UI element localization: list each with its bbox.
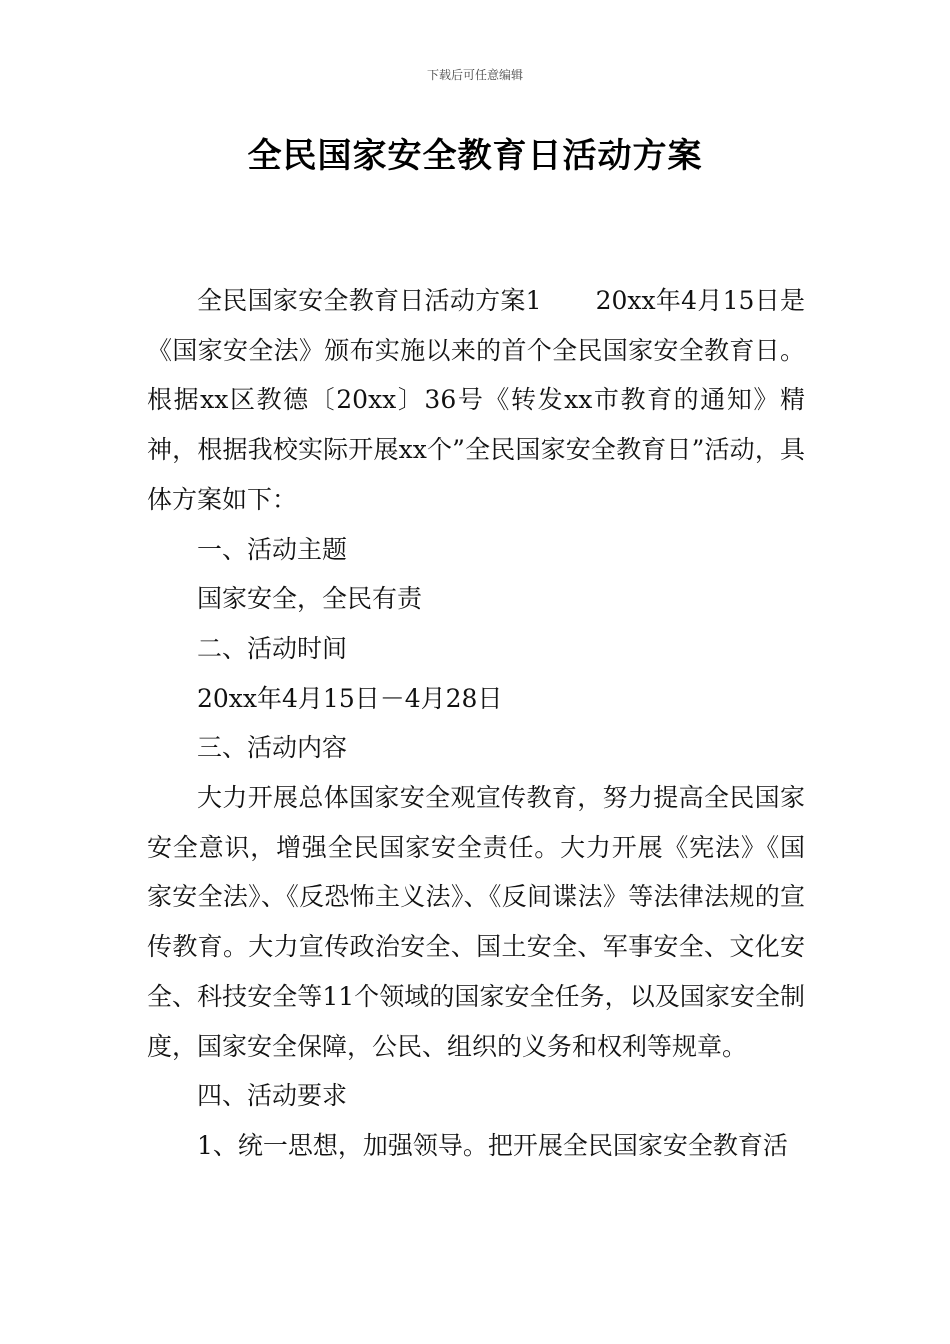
document-title: 全民国家安全教育日活动方案: [247, 136, 703, 176]
paragraph-requirement-1: 1、统一思想，加强领导。把开展全民国家安全教育活: [197, 1130, 788, 1160]
section-heading-content: 三、活动内容: [197, 733, 348, 763]
paragraph-intro: [147, 276, 805, 525]
header-note: 下载后可任意编辑: [426, 68, 523, 82]
paragraph-theme: 国家安全，全民有责: [197, 584, 423, 614]
paragraph-lead: 全民国家安全教育日活动方案1: [197, 286, 542, 315]
paragraph-content: 大力开展总体国家安全观宣传教育，努力提高全民国家安全意识，增强全民国家安全责任。大力开展《宪法》《国家安全法》、《反恐怖主义法》、《反间谍法》等法律法规的宣传教育。大力宣传政治安全、国土安全、军事安全、文化安全、科技安全等11个领域的国家安全任务，以及国家安全制度，国家安全保障，公民、组织的义务和权利等规章。: [147, 783, 805, 1061]
section-heading-theme: 一、活动主题: [197, 534, 348, 564]
document-body: [147, 276, 805, 1171]
section-heading-time: 二、活动时间: [197, 633, 348, 663]
paragraph-time: 20xx年4月15日－4月28日: [197, 683, 503, 713]
section-heading-requirements: 四、活动要求: [197, 1081, 348, 1111]
paragraph-text: 20xx年4月15日是《国家安全法》颁布实施以来的首个全民国家安全教育日。根据xx区教德〔20xx〕36号《转发xx市教育的通知》精神，根据我校实际开展xx个”全民国家安全教育日”活动，具体方案如下：: [147, 286, 805, 514]
